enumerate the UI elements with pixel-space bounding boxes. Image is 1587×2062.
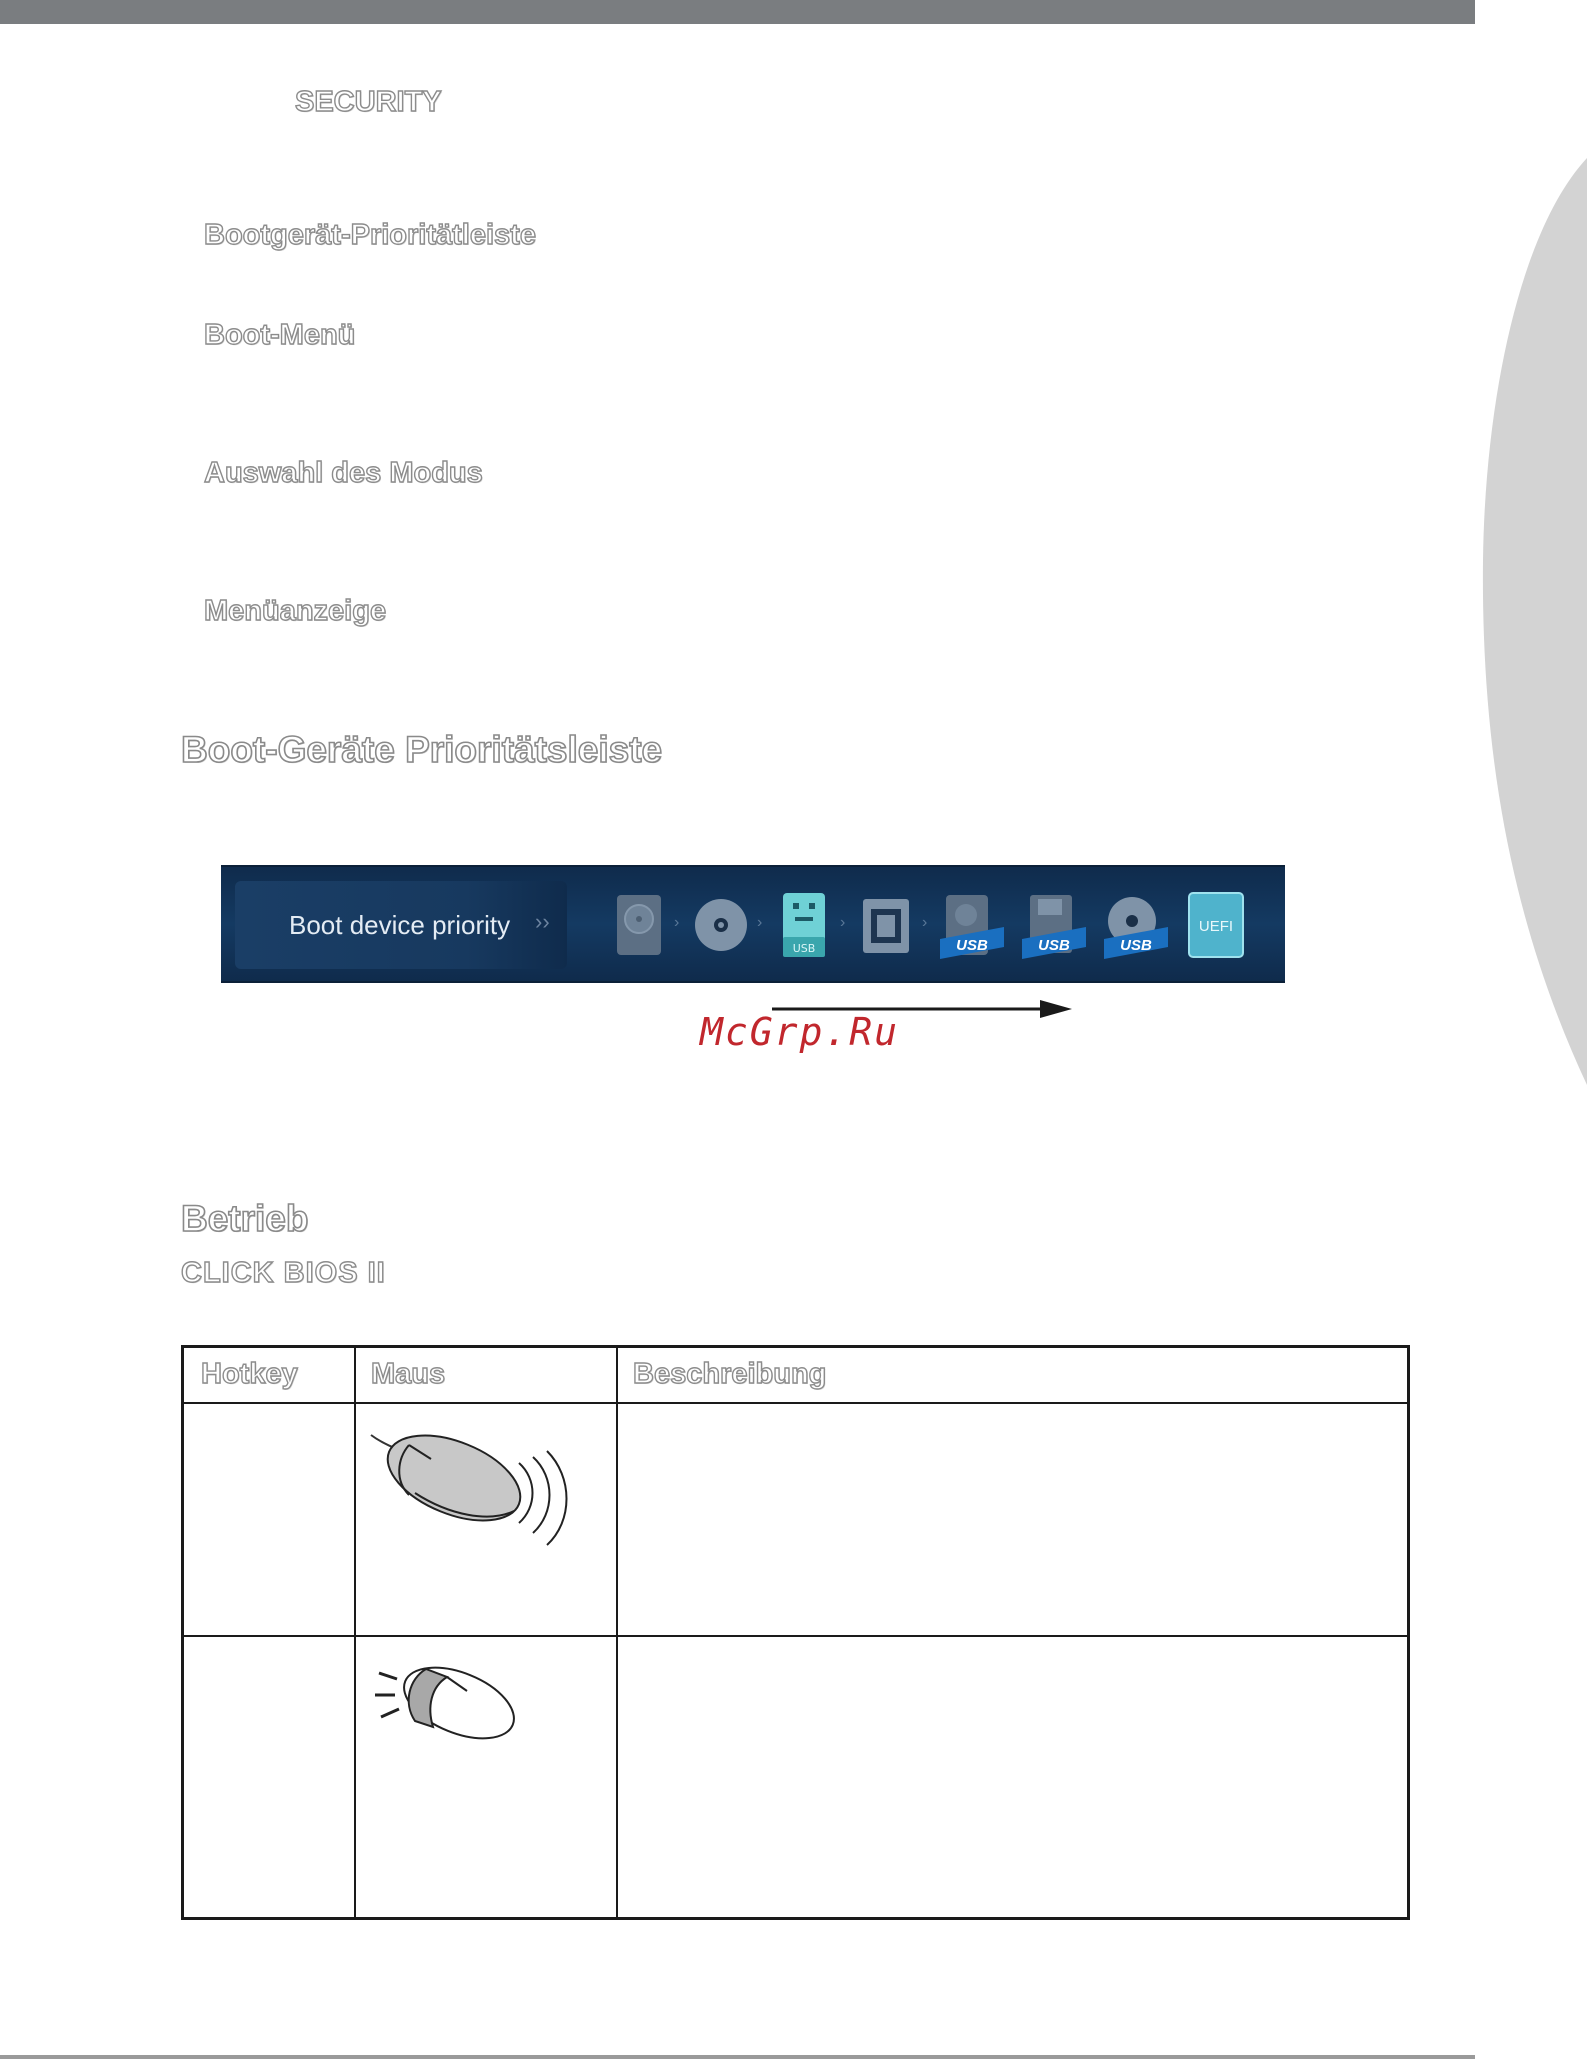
separator-icon: › — [840, 914, 846, 931]
table-divider — [184, 1635, 1407, 1637]
separator-icon: › — [674, 914, 680, 931]
operation-subheading: CLICK BIOS II — [181, 1257, 386, 1289]
section-label: SECURITY — [295, 86, 442, 118]
separator-icon: › — [922, 914, 928, 931]
separator-icon: › — [757, 914, 763, 931]
outline-item-boot-priority: Bootgerät-Prioritätleiste — [204, 219, 536, 251]
usb-hard-disk-icon[interactable] — [940, 891, 1004, 959]
optical-disc-icon[interactable] — [692, 891, 750, 959]
column-header-beschreibung: Beschreibung — [633, 1358, 827, 1390]
operation-heading: Betrieb — [181, 1198, 309, 1239]
top-bar — [0, 0, 1475, 24]
table-divider — [184, 1402, 1407, 1404]
outline-item-mode-select: Auswahl des Modus — [204, 457, 483, 489]
usb-stick-text: USB — [792, 942, 816, 955]
column-header-maus: Maus — [371, 1358, 446, 1390]
usb-stick-icon[interactable] — [775, 891, 833, 959]
usb-floppy-icon[interactable] — [1022, 891, 1086, 959]
section-heading: Boot-Geräte Prioritätsleiste — [181, 729, 663, 770]
usb-text: USB — [956, 937, 988, 954]
boot-device-priority-bar — [221, 865, 1285, 983]
usb-text: USB — [1038, 937, 1070, 954]
mouse-left-click-icon — [371, 1651, 531, 1761]
usb-optical-icon[interactable] — [1104, 891, 1168, 959]
hotkey-table — [181, 1345, 1410, 1920]
column-header-hotkey: Hotkey — [201, 1358, 298, 1390]
double-chevron-icon: ›› — [535, 909, 550, 934]
network-icon[interactable] — [857, 891, 915, 959]
uefi-text: UEFI — [1198, 918, 1234, 935]
uefi-icon[interactable] — [1187, 891, 1245, 959]
mouse-move-icon — [369, 1423, 589, 1553]
boot-device-priority-label: Boot device priority — [289, 910, 511, 940]
watermark: McGrp.Ru — [700, 1010, 900, 1054]
hard-disk-icon[interactable] — [611, 891, 669, 959]
table-divider — [616, 1348, 618, 1917]
boot-label-box — [235, 881, 567, 969]
usb-text: USB — [1120, 937, 1152, 954]
bottom-bar — [0, 2055, 1475, 2059]
outline-item-boot-menu: Boot-Menü — [204, 319, 356, 351]
outline-item-menu-display: Menüanzeige — [204, 595, 387, 627]
table-divider — [354, 1348, 356, 1917]
